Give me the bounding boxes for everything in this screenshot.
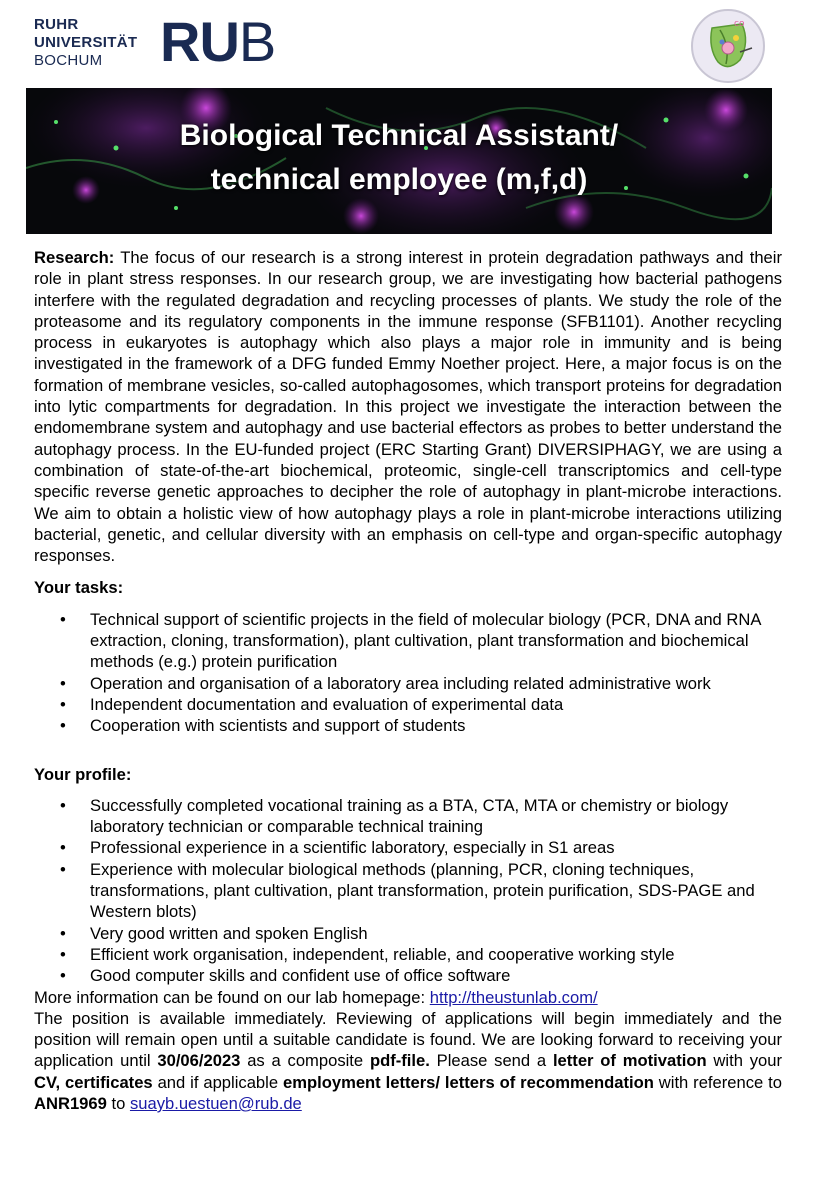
job-title	[26, 114, 772, 202]
university-line-2: UNIVERSITÄT	[34, 34, 138, 51]
job-title-line-2: technical employee (m,f,d)	[210, 163, 588, 196]
lab-homepage-link[interactable]: http://theustunlab.com/	[429, 987, 598, 1007]
motivation-letter-note: letter of motivation	[552, 1051, 707, 1071]
application-text: to	[106, 1093, 130, 1113]
task-item: • Cooperation with scientists and support of students	[34, 715, 782, 736]
more-info	[34, 987, 782, 1008]
svg-text:co: co	[734, 19, 745, 29]
job-title-line-1: Biological Technical Assistant/	[179, 119, 619, 152]
profile-item: • Experience with molecular biological methods (planning, PCR, cloning techniques, transformations, plant cultivation, plant transformation, protein purification, SDS-PAGE and Western blots)	[34, 859, 782, 923]
application-text: as a composite	[240, 1051, 370, 1071]
university-line-3: BOCHUM	[34, 52, 103, 69]
profile-item: • Successfully completed vocational training as a BTA, CTA, MTA or chemistry or biology laboratory technician or comparable technical training	[34, 795, 782, 838]
tasks-heading: Your tasks:	[34, 578, 124, 598]
page-header	[0, 0, 817, 88]
application-text: Please send a	[429, 1051, 553, 1071]
deadline-date: 30/06/2023	[157, 1051, 241, 1071]
reference-code: ANR1969	[34, 1093, 107, 1113]
profile-item: • Very good written and spoken English	[34, 923, 782, 944]
profile-section	[34, 764, 782, 987]
more-info-text: More information can be found on our lab homepage:	[34, 987, 430, 1007]
pdf-file-note: pdf-file.	[369, 1051, 430, 1071]
profile-list	[34, 795, 782, 987]
task-item: • Independent documentation and evaluation of experimental data	[34, 694, 782, 715]
profile-item: • Professional experience in a scientific laboratory, especially in S1 areas	[34, 837, 782, 858]
profile-item: • Efficient work organisation, independent, reliable, and cooperative working style	[34, 944, 782, 965]
contact-email-link[interactable]: suayb.uestuen@rub.de	[129, 1093, 302, 1113]
application-text: and if applicable	[152, 1072, 283, 1092]
lab-logo-icon	[690, 8, 766, 84]
university-name	[34, 16, 137, 70]
application-text: with reference to	[653, 1072, 783, 1092]
rub-logo-b: B	[238, 10, 276, 73]
job-description	[34, 247, 782, 1114]
profile-item: • Good computer skills and confident use of office software	[34, 965, 782, 986]
application-text: with your	[706, 1051, 782, 1071]
research-label: Research:	[34, 248, 115, 267]
cv-certificates-note: CV, certificates	[34, 1072, 153, 1092]
tasks-section	[34, 577, 782, 736]
university-line-1: RUHR	[34, 16, 79, 33]
rub-logo-ru: RU	[160, 10, 239, 73]
profile-heading: Your profile:	[34, 764, 132, 784]
application-text: The position is available immediately. Reviewing of applications will begin immediately and the position will remain open until a suitable candidate is found. We are looking forward to receiving your application until	[34, 1008, 782, 1071]
task-item: • Operation and organisation of a laboratory area including related administrative work	[34, 673, 782, 694]
task-item: • Technical support of scientific projects in the field of molecular biology (PCR, DNA and RNA extraction, cloning, transformation), plant cultivation, plant transformation and biochemical methods (e.g.) protein purification	[34, 609, 782, 673]
title-banner	[26, 88, 772, 234]
rub-logo	[160, 10, 276, 73]
research-text: The focus of our research is a strong interest in protein degradation pathways and their role in plant stress responses. In our research group, we are investigating how bacterial pathogens interfere with the regulated degradation and recycling processes of plants. We study the role of the proteasome and its regulatory components in the immune response (SFB1101). Another recycling process in eukaryotes is autophagy which also plays a major role in immunity and is being investigated in the framework of a DFG funded Emmy Noether project. Here, a major focus is on the formation of membrane vesicles, so-called autophagosomes, which transport proteins for degradation into lytic compartments for degradation. In this project we investigate the interaction between the endomembrane system and autophagy and use bacterial effectors as probes to better understand the autophagy process. In the EU-funded project (ERC Starting Grant) DIVERSIPHAGY, we are using a combination of state-of-the-art biochemical, proteomic, single-cell transcriptomics and cell-type specific reverse genetic approaches to decipher the role of autophagy in plant-microbe interactions. We aim to obtain a holistic view of how autophagy plays a role in plant-microbe interactions utilizing bacterial, genetic, and cellular diversity with an emphasis on cell-type and organ-specific autophagy responses.	[34, 248, 782, 566]
application-info	[34, 1008, 782, 1114]
references-note: employment letters/ letters of recommendation	[282, 1072, 654, 1092]
research-paragraph	[34, 247, 782, 566]
tasks-list	[34, 609, 782, 737]
